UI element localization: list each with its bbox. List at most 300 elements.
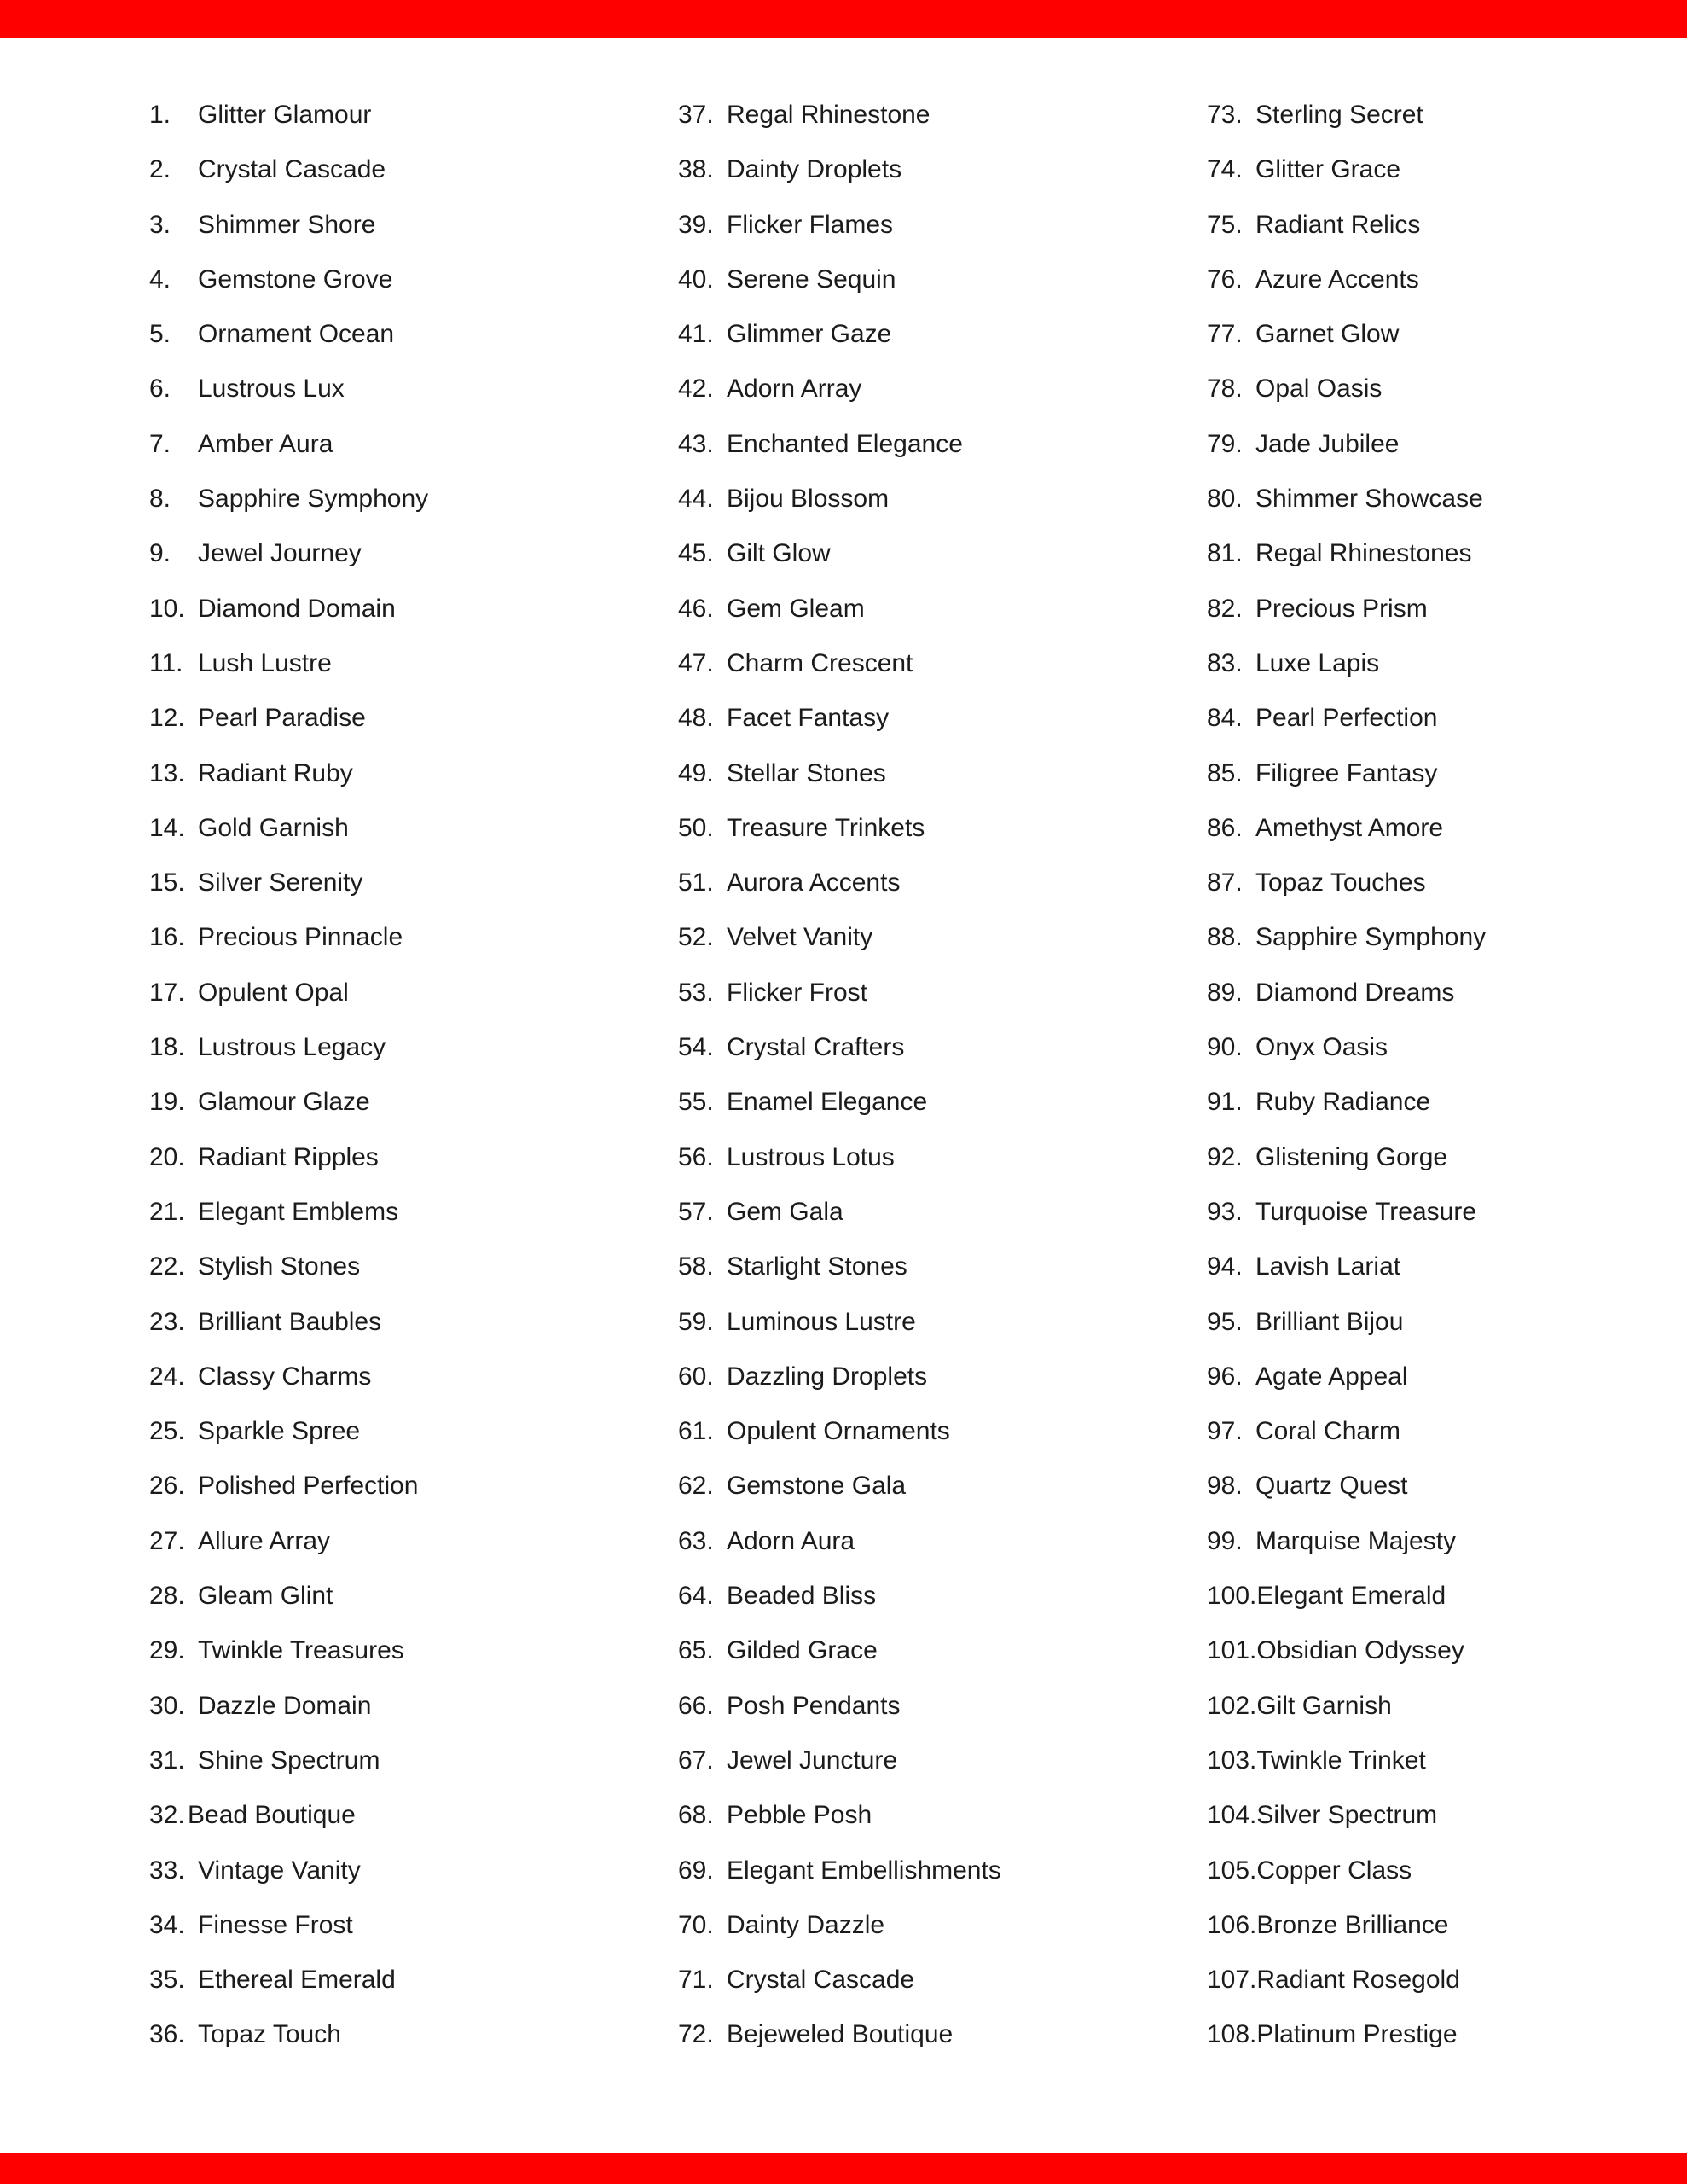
list-item [678, 1679, 1207, 1734]
item-number: 16. [149, 923, 185, 952]
item-label: Radiant Ripples [198, 1142, 379, 1171]
list-item [1207, 1734, 1687, 1788]
item-number: 29. [149, 1636, 185, 1665]
item-number: 30. [149, 1691, 185, 1720]
list-item [1207, 1130, 1687, 1185]
list-item [149, 1953, 678, 2007]
item-number: 20. [149, 1142, 185, 1171]
item-label: Topaz Touches [1255, 868, 1426, 897]
item-label: Enchanted Elegance [727, 429, 963, 458]
list-item [678, 253, 1207, 307]
item-label: Radiant Rosegold [1256, 1966, 1460, 1995]
item-label: Radiant Ruby [198, 758, 353, 787]
item-label: Amber Aura [198, 429, 333, 458]
item-label: Glimmer Gaze [727, 320, 892, 349]
item-label: Gleam Glint [198, 1582, 333, 1611]
item-number: 83. [1207, 648, 1243, 677]
item-number: 72. [678, 2020, 714, 2049]
item-number: 40. [678, 264, 714, 293]
list-item [149, 910, 678, 965]
list-item [1207, 1788, 1687, 1843]
item-number: 31. [149, 1745, 185, 1774]
item-number: 55. [678, 1088, 714, 1117]
list-item [678, 1514, 1207, 1569]
item-label: Precious Prism [1255, 594, 1428, 623]
list-item [1207, 1623, 1687, 1678]
list-item [1207, 362, 1687, 416]
item-number: 96. [1207, 1362, 1243, 1391]
item-number: 22. [149, 1252, 185, 1281]
list-item [678, 1898, 1207, 1953]
list-item [1207, 417, 1687, 472]
list-item [149, 1295, 678, 1350]
item-label: Bronze Brilliance [1256, 1910, 1449, 1939]
item-number: 6. [149, 375, 171, 404]
item-number: 92. [1207, 1142, 1243, 1171]
item-label: Brilliant Baubles [198, 1307, 382, 1336]
item-label: Beaded Bliss [727, 1582, 877, 1611]
item-number: 36. [149, 2020, 185, 2049]
list-item [678, 526, 1207, 581]
item-number: 32. [149, 1801, 185, 1830]
item-number: 18. [149, 1033, 185, 1062]
list-column-3 [1207, 88, 1687, 2063]
list-item [678, 1020, 1207, 1075]
item-label: Vintage Vanity [198, 1856, 361, 1885]
item-label: Coral Charm [1255, 1417, 1401, 1446]
item-label: Sapphire Symphony [1255, 923, 1487, 952]
item-label: Shimmer Showcase [1255, 485, 1483, 514]
list-item [1207, 253, 1687, 307]
item-number: 69. [678, 1856, 714, 1885]
item-number: 75. [1207, 210, 1243, 239]
list-item [149, 526, 678, 581]
list-item [1207, 1075, 1687, 1130]
list-item [149, 417, 678, 472]
list-item [149, 1623, 678, 1678]
list-item [149, 1240, 678, 1294]
item-label: Onyx Oasis [1255, 1033, 1388, 1062]
list-item [1207, 1020, 1687, 1075]
item-label: Precious Pinnacle [198, 923, 403, 952]
item-label: Bejeweled Boutique [727, 2020, 954, 2049]
item-label: Lustrous Lux [198, 375, 345, 404]
list-item [678, 1240, 1207, 1294]
list-item [1207, 746, 1687, 801]
item-number: 61. [678, 1417, 714, 1446]
item-number: 85. [1207, 758, 1243, 787]
list-item [149, 253, 678, 307]
item-number: 34. [149, 1910, 185, 1939]
list-item [678, 1569, 1207, 1623]
list-item [149, 1459, 678, 1513]
list-item [678, 1295, 1207, 1350]
item-label: Ornament Ocean [198, 320, 395, 349]
item-number: 103. [1207, 1745, 1257, 1774]
list-item [1207, 1404, 1687, 1459]
list-item [149, 1130, 678, 1185]
item-label: Sparkle Spree [198, 1417, 361, 1446]
item-number: 24. [149, 1362, 185, 1391]
item-label: Silver Serenity [198, 868, 363, 897]
item-label: Posh Pendants [727, 1691, 901, 1720]
list-item [1207, 472, 1687, 526]
list-item [1207, 1240, 1687, 1294]
item-label: Diamond Domain [198, 594, 396, 623]
list-item [149, 1075, 678, 1130]
item-number: 11. [149, 648, 183, 677]
item-label: Crystal Crafters [727, 1033, 905, 1062]
item-label: Gem Gala [727, 1197, 844, 1226]
item-number: 14. [149, 813, 185, 842]
list-item [149, 142, 678, 197]
list-item [678, 1623, 1207, 1678]
item-label: Lush Lustre [198, 648, 332, 677]
item-label: Marquise Majesty [1255, 1526, 1457, 1555]
list-item [1207, 910, 1687, 965]
item-number: 35. [149, 1966, 185, 1995]
item-number: 68. [678, 1801, 714, 1830]
item-label: Serene Sequin [727, 264, 896, 293]
item-label: Opal Oasis [1255, 375, 1383, 404]
list-item [149, 856, 678, 910]
item-number: 98. [1207, 1472, 1243, 1501]
list-item [149, 1404, 678, 1459]
list-item [678, 966, 1207, 1020]
item-number: 78. [1207, 375, 1243, 404]
item-number: 39. [678, 210, 714, 239]
list-item [1207, 1953, 1687, 2007]
item-label: Gemstone Gala [727, 1472, 907, 1501]
list-item [678, 142, 1207, 197]
item-number: 64. [678, 1582, 714, 1611]
item-number: 106. [1207, 1910, 1257, 1939]
item-label: Radiant Relics [1255, 210, 1421, 239]
item-label: Bead Boutique [188, 1801, 356, 1830]
item-label: Pearl Paradise [198, 704, 366, 733]
item-label: Topaz Touch [198, 2020, 341, 2049]
item-label: Velvet Vanity [727, 923, 873, 952]
item-label: Gold Garnish [198, 813, 349, 842]
item-number: 57. [678, 1197, 714, 1226]
item-number: 50. [678, 813, 714, 842]
item-label: Turquoise Treasure [1255, 1197, 1477, 1226]
list-item [678, 1844, 1207, 1898]
item-number: 37. [678, 101, 714, 129]
item-number: 97. [1207, 1417, 1243, 1446]
item-label: Classy Charms [198, 1362, 372, 1391]
item-number: 38. [678, 155, 714, 184]
list-item [149, 691, 678, 746]
bottom-red-bar [0, 2153, 1687, 2184]
list-item [149, 88, 678, 142]
item-label: Finesse Frost [198, 1910, 353, 1939]
item-label: Dazzling Droplets [727, 1362, 928, 1391]
item-label: Gilt Glow [727, 539, 831, 568]
item-label: Gilt Garnish [1256, 1691, 1392, 1720]
list-column-2 [678, 88, 1207, 2063]
item-number: 79. [1207, 429, 1243, 458]
list-item [678, 1350, 1207, 1404]
item-number: 62. [678, 1472, 714, 1501]
item-number: 73. [1207, 101, 1243, 129]
item-number: 67. [678, 1745, 714, 1774]
list-item [149, 1679, 678, 1734]
list-item [1207, 1844, 1687, 1898]
list-item [149, 966, 678, 1020]
list-item [149, 2007, 678, 2062]
item-number: 13. [149, 758, 185, 787]
item-number: 60. [678, 1362, 714, 1391]
item-number: 9. [149, 539, 171, 568]
item-number: 19. [149, 1088, 185, 1117]
item-number: 101. [1207, 1636, 1257, 1665]
list-item [1207, 1898, 1687, 1953]
item-label: Platinum Prestige [1256, 2020, 1458, 2049]
item-number: 88. [1207, 923, 1243, 952]
item-number: 17. [149, 978, 185, 1007]
item-number: 2. [149, 155, 171, 184]
list-item [678, 1953, 1207, 2007]
item-number: 27. [149, 1526, 185, 1555]
item-label: Dainty Dazzle [727, 1910, 885, 1939]
item-label: Bijou Blossom [727, 485, 890, 514]
item-number: 107. [1207, 1966, 1257, 1995]
item-label: Luminous Lustre [727, 1307, 916, 1336]
item-label: Charm Crescent [727, 648, 913, 677]
item-number: 95. [1207, 1307, 1243, 1336]
item-label: Regal Rhinestone [727, 101, 930, 129]
item-number: 10. [149, 594, 185, 623]
list-item [149, 746, 678, 801]
item-number: 51. [678, 868, 714, 897]
item-label: Luxe Lapis [1255, 648, 1380, 677]
item-number: 12. [149, 704, 185, 733]
item-label: Polished Perfection [198, 1472, 419, 1501]
list-item [1207, 1514, 1687, 1569]
item-label: Elegant Emblems [198, 1197, 399, 1226]
item-label: Glitter Grace [1255, 155, 1401, 184]
item-label: Pearl Perfection [1255, 704, 1438, 733]
item-number: 54. [678, 1033, 714, 1062]
list-item [149, 1898, 678, 1953]
item-label: Shine Spectrum [198, 1745, 380, 1774]
item-number: 89. [1207, 978, 1243, 1007]
list-item [1207, 966, 1687, 1020]
item-number: 33. [149, 1856, 185, 1885]
list-item [678, 307, 1207, 362]
item-label: Adorn Aura [727, 1526, 855, 1555]
list-item [149, 1844, 678, 1898]
item-label: Lavish Lariat [1255, 1252, 1401, 1281]
item-label: Starlight Stones [727, 1252, 907, 1281]
list-item [149, 801, 678, 856]
item-label: Quartz Quest [1255, 1472, 1408, 1501]
item-number: 91. [1207, 1088, 1243, 1117]
list-item [1207, 1569, 1687, 1623]
item-label: Twinkle Trinket [1256, 1745, 1426, 1774]
list-item [678, 1075, 1207, 1130]
item-number: 15. [149, 868, 185, 897]
item-label: Flicker Frost [727, 978, 867, 1007]
item-label: Glitter Glamour [198, 101, 372, 129]
list-item [149, 362, 678, 416]
item-label: Silver Spectrum [1256, 1801, 1438, 1830]
list-item [149, 1569, 678, 1623]
list-item [1207, 1350, 1687, 1404]
item-number: 70. [678, 1910, 714, 1939]
list-item [1207, 2007, 1687, 2062]
item-number: 93. [1207, 1197, 1243, 1226]
list-item [678, 472, 1207, 526]
item-label: Lustrous Legacy [198, 1033, 386, 1062]
list-item [678, 362, 1207, 416]
list-item [678, 1788, 1207, 1843]
item-number: 86. [1207, 813, 1243, 842]
list-item [1207, 198, 1687, 253]
item-label: Gemstone Grove [198, 264, 393, 293]
item-label: Gem Gleam [727, 594, 865, 623]
item-number: 74. [1207, 155, 1243, 184]
item-label: Sapphire Symphony [198, 485, 429, 514]
item-number: 58. [678, 1252, 714, 1281]
item-label: Filigree Fantasy [1255, 758, 1438, 787]
list-item [678, 1734, 1207, 1788]
list-item [149, 582, 678, 636]
list-item [1207, 856, 1687, 910]
item-number: 44. [678, 485, 714, 514]
item-number: 4. [149, 264, 171, 293]
item-number: 42. [678, 375, 714, 404]
item-label: Dainty Droplets [727, 155, 902, 184]
list-item [678, 198, 1207, 253]
item-label: Diamond Dreams [1255, 978, 1455, 1007]
list-item [1207, 801, 1687, 856]
item-number: 71. [678, 1966, 714, 1995]
list-item [678, 746, 1207, 801]
item-number: 56. [678, 1142, 714, 1171]
item-number: 81. [1207, 539, 1243, 568]
item-number: 94. [1207, 1252, 1243, 1281]
item-number: 28. [149, 1582, 185, 1611]
item-number: 8. [149, 485, 171, 514]
list-item [1207, 1185, 1687, 1240]
list-item [149, 1020, 678, 1075]
item-label: Garnet Glow [1255, 320, 1400, 349]
item-number: 45. [678, 539, 714, 568]
item-number: 87. [1207, 868, 1243, 897]
list-item [678, 636, 1207, 691]
list-item [1207, 88, 1687, 142]
list-item [678, 417, 1207, 472]
item-label: Gilded Grace [727, 1636, 878, 1665]
item-label: Jewel Journey [198, 539, 362, 568]
item-label: Brilliant Bijou [1255, 1307, 1404, 1336]
item-label: Ethereal Emerald [198, 1966, 396, 1995]
item-number: 7. [149, 429, 171, 458]
list-item [678, 1130, 1207, 1185]
item-number: 46. [678, 594, 714, 623]
item-label: Allure Array [198, 1526, 331, 1555]
item-number: 66. [678, 1691, 714, 1720]
item-label: Stylish Stones [198, 1252, 361, 1281]
list-item [1207, 636, 1687, 691]
item-label: Enamel Elegance [727, 1088, 928, 1117]
item-number: 3. [149, 210, 171, 239]
item-number: 43. [678, 429, 714, 458]
item-number: 84. [1207, 704, 1243, 733]
item-number: 82. [1207, 594, 1243, 623]
list-item [1207, 526, 1687, 581]
item-label: Sterling Secret [1255, 101, 1423, 129]
item-number: 76. [1207, 264, 1243, 293]
item-label: Opulent Ornaments [727, 1417, 950, 1446]
list-item [149, 1185, 678, 1240]
item-number: 80. [1207, 485, 1243, 514]
item-label: Agate Appeal [1255, 1362, 1408, 1391]
item-label: Dazzle Domain [198, 1691, 372, 1720]
item-label: Copper Class [1256, 1856, 1412, 1885]
list-item [149, 1788, 678, 1843]
item-label: Elegant Embellishments [727, 1856, 1001, 1885]
item-label: Regal Rhinestones [1255, 539, 1472, 568]
list-item [149, 198, 678, 253]
item-label: Obsidian Odyssey [1256, 1636, 1464, 1665]
item-number: 21. [149, 1197, 185, 1226]
item-label: Elegant Emerald [1256, 1582, 1446, 1611]
item-number: 90. [1207, 1033, 1243, 1062]
list-item [1207, 1459, 1687, 1513]
list-item [149, 1734, 678, 1788]
item-number: 48. [678, 704, 714, 733]
list-item [149, 307, 678, 362]
list-item [149, 1350, 678, 1404]
item-number: 25. [149, 1417, 185, 1446]
item-label: Adorn Array [727, 375, 862, 404]
list-item [1207, 307, 1687, 362]
item-label: Facet Fantasy [727, 704, 890, 733]
list-item [678, 582, 1207, 636]
item-number: 99. [1207, 1526, 1243, 1555]
list-item [678, 2007, 1207, 2062]
item-number: 63. [678, 1526, 714, 1555]
item-label: Ruby Radiance [1255, 1088, 1431, 1117]
item-label: Amethyst Amore [1255, 813, 1444, 842]
item-label: Stellar Stones [727, 758, 886, 787]
list-item [678, 856, 1207, 910]
item-number: 23. [149, 1307, 185, 1336]
item-label: Twinkle Treasures [198, 1636, 404, 1665]
item-number: 5. [149, 320, 171, 349]
item-number: 49. [678, 758, 714, 787]
item-label: Jewel Juncture [727, 1745, 898, 1774]
item-label: Opulent Opal [198, 978, 349, 1007]
item-number: 1. [149, 101, 171, 129]
list-item [678, 1404, 1207, 1459]
list-item [149, 636, 678, 691]
item-number: 41. [678, 320, 714, 349]
list-item [1207, 142, 1687, 197]
item-label: Crystal Cascade [198, 155, 386, 184]
item-label: Crystal Cascade [727, 1966, 915, 1995]
item-label: Pebble Posh [727, 1801, 872, 1830]
item-number: 108. [1207, 2020, 1257, 2049]
item-label: Flicker Flames [727, 210, 894, 239]
item-label: Shimmer Shore [198, 210, 376, 239]
item-number: 65. [678, 1636, 714, 1665]
item-number: 26. [149, 1472, 185, 1501]
item-label: Jade Jubilee [1255, 429, 1400, 458]
